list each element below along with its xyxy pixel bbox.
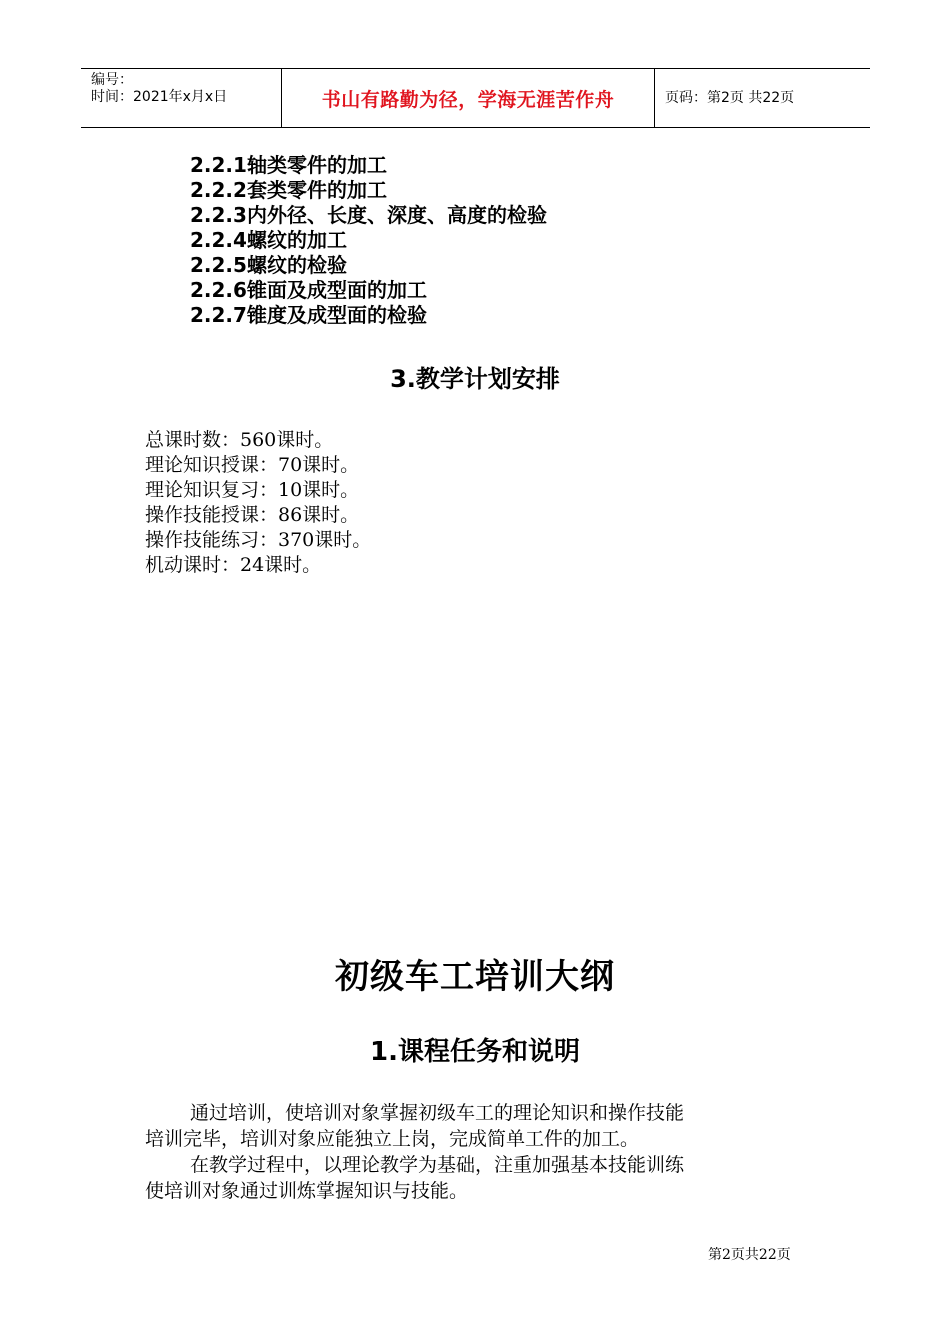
toc-item: 2.2.3内外径、长度、深度、高度的检验	[190, 203, 547, 227]
toc-item: 2.2.6锥面及成型面的加工	[190, 278, 427, 302]
outline-title: 初级车工培训大纲	[335, 957, 615, 997]
section-body	[145, 1100, 815, 1204]
header-motto-cell	[281, 69, 655, 127]
plan-hours-line: 理论知识复习：10课时。	[145, 479, 360, 501]
header-page-cell	[655, 69, 870, 127]
toc-item: 2.2.2套类零件的加工	[190, 178, 387, 202]
header-meta-cell	[81, 69, 281, 127]
plan-hours-line: 机动课时：24课时。	[145, 554, 322, 576]
section-heading: 1.课程任务和说明	[370, 1037, 580, 1067]
header-page-label: 页码：第2页 共22页	[665, 90, 795, 106]
plan-hours-list	[145, 428, 371, 578]
plan-hours-line: 操作技能练习：370课时。	[145, 529, 372, 551]
plan-hours-line: 操作技能授课：86课时。	[145, 504, 360, 526]
paragraph-line: 培训完毕，培训对象应能独立上岗，完成简单工件的加工。	[145, 1128, 640, 1150]
toc-list	[190, 153, 547, 328]
toc-item: 2.2.4螺纹的加工	[190, 228, 347, 252]
header-motto: 书山有路勤为径，学海无涯苦作舟	[321, 88, 615, 111]
plan-hours-line: 总课时数：560课时。	[145, 429, 334, 451]
toc-item: 2.2.1轴类零件的加工	[190, 153, 387, 177]
paragraph-line: 通过培训，使培训对象掌握初级车工的理论知识和操作技能	[190, 1102, 685, 1124]
paragraph-line: 在教学过程中，以理论教学为基础，注重加强基本技能训练	[190, 1154, 685, 1176]
plan-hours-line: 理论知识授课：70课时。	[145, 454, 360, 476]
toc-item: 2.2.7锥度及成型面的检验	[190, 303, 427, 327]
paragraph-line: 使培训对象通过训炼掌握知识与技能。	[145, 1180, 469, 1202]
plan-heading: 3.教学计划安排	[390, 365, 560, 393]
header-number-label: 编号：	[91, 72, 133, 88]
document-header	[81, 68, 870, 128]
page-footer: 第2页共22页	[708, 1247, 791, 1263]
header-time-label: 时间：2021年x月x日	[91, 89, 228, 105]
toc-item: 2.2.5螺纹的检验	[190, 253, 347, 277]
